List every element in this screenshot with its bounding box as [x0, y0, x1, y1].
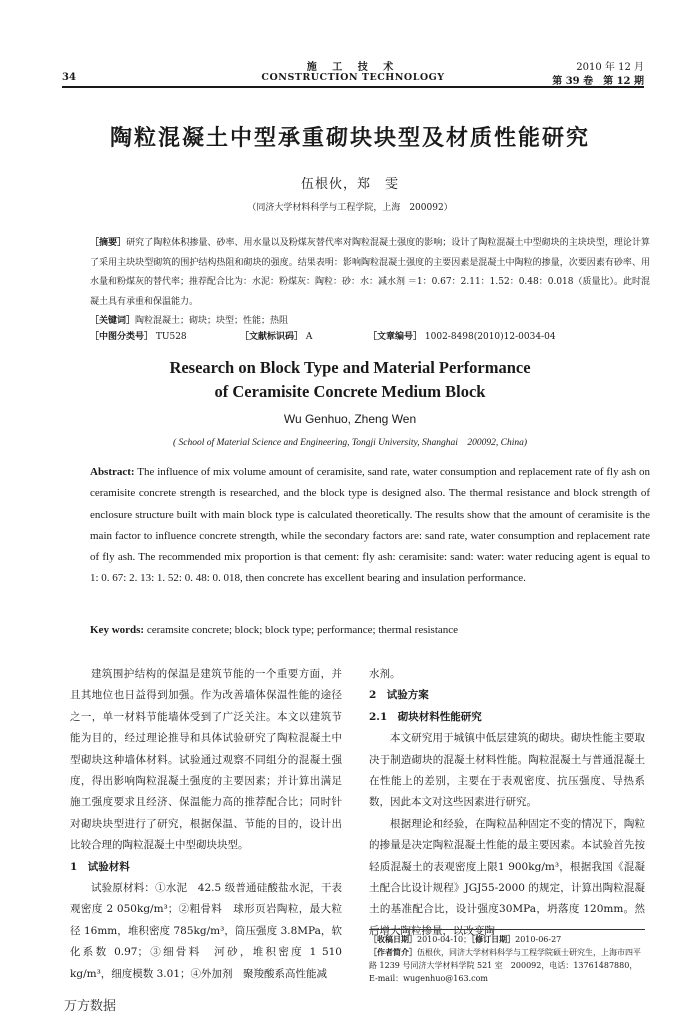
title-en-line2: of Ceramisite Concrete Medium Block — [214, 382, 486, 401]
document-code: ［文献标识码］ A — [240, 332, 313, 342]
body-column-left — [70, 664, 342, 985]
abstract-cn — [90, 234, 650, 332]
affiliation-cn: （同济大学材料科学与工程学院，上海 200092） — [247, 203, 453, 213]
abstract-en — [90, 462, 650, 590]
authors-en: Wu Genhuo, Zheng Wen — [283, 412, 417, 426]
section-2-1-paragraph-2: 根据理论和经验，在陶粒品种固定不变的情况下，陶粒的掺量是决定陶粒混凝土性能的最主要因素。本试验首先按轻质混凝土的表观密度上限1 900kg/m³，根据我国《混凝土配合比设计规程》JGJ55-2000 的规定，计算出陶粒混凝土的基准配合比，设计强度30MPa，坍落度 120mm。然后增大陶粒掺量，以改变陶 — [369, 817, 645, 937]
wanfang-watermark: 万方数据 — [64, 999, 117, 1014]
authors-cn: 伍根伙，郑 雯 — [300, 177, 399, 192]
section-1-paragraph: 试验原材料：①水泥 42.5 级普通硅酸盐水泥，干表观密度 2 050kg/m³；②粗骨料 球形页岩陶粒，最大粒径 16mm，堆积密度 785kg/m³，筒压强度 3.8MPa，软化系数 0.97；③细骨料 河砂，堆积密度 1 510 kg/m³，细度模数 3.01；④外加剂 聚羧酸系高性能减 — [70, 882, 342, 980]
affiliation-en: ( School of Material Science and Engineering, Tongji University, Shanghai 200092, China) — [172, 438, 527, 448]
intro-paragraph: 建筑围护结构的保温是建筑节能的一个重要方面，并且其地位也日益得到加强。作为改善墙体保温性能的途径之一，单一材料节能墙体受到了广泛关注。本文以建筑节能为目的，经过理论推导和具体试验研究了陶粒混凝土中型砌块这种墙体材料。试验通过观察不同组分的混凝土强度，得出影响陶粒混凝土强度的主要因素；并计算出满足施工强度要求且经济、保温能力高的推荐配合比；同时针对砌块块型进行了研究，根据保温、节能的目的，设计出比较合理的陶粒混凝土中型砌块块型。 — [70, 668, 342, 852]
header-rule — [62, 86, 644, 88]
footnote-author: ［作者简介］伍根伙，同济大学材料科学与工程学院硕士研究生，上海市四平路 1239 号同济大学材料学院 521 室 200092，电话：13761487880，E-mail：wugenhuo@163.com — [369, 947, 641, 983]
footnote — [369, 929, 645, 985]
page-number: 34 — [62, 72, 76, 83]
abstract-en-text: The influence of mix volume amount of ceramisite, sand rate, water consumption and replacement rate of fly ash on ceramisite concrete strength is researched, and the block type is designed also. The thermal resistance and block strength of enclosure structure built with main block type is calculated theoretically. The results show that the amount of ceramisite is the main factor to influence concrete strength, while the secondary factors are: sand rate, water consumption and replacement rate of fly ash. The recommended mix proportion is that cement: fly ash: ceramisite: sand: water: water reducing agent is equal to 1: 0. 67: 2. 13: 1. 52: 0. 48: 0. 018, then concrete has excellent bearing and insulation performance. — [90, 466, 650, 585]
footnote-dates: ［收稿日期］2010-04-10；［修订日期］2010-06-27 — [369, 934, 562, 944]
journal-name-cn: 施 工 技 术 — [306, 62, 400, 73]
issue-volume: 第 39 卷 第 12 期 — [552, 76, 644, 87]
keywords-en-text: ceramsite concrete; block; block type; performance; thermal resistance — [144, 624, 459, 636]
abstract-cn-text: 研究了陶粒体积掺量、砂率、用水量以及粉煤灰替代率对陶粒混凝土强度的影响；设计了陶粒混凝土中型砌块的主块块型，理论计算了采用主块块型砌筑的围护结构热阻和砌块的强度。结果表明：影响陶粒混凝土强度的主要因素是混凝土中陶粒的掺量，次要因素有砂率、用水量和粉煤灰的替代率；推荐配合比为：水泥：粉煤灰：陶粒：砂：水：减水剂 ＝1：0.67：2.11：1.52：0.48：0.018（质量比）。此时混凝土具有承重和保温能力。 — [90, 238, 651, 307]
abstract-cn-paragraph — [90, 234, 650, 312]
abstract-en-label: Abstract: — [90, 466, 135, 478]
continuation-text: 水剂。 — [369, 668, 401, 680]
article-number: ［文章编号］ 1002-8498(2010)12-0034-04 — [368, 332, 556, 342]
journal-name-en: CONSTRUCTION TECHNOLOGY — [261, 72, 445, 83]
issue-date: 2010 年 12 月 — [576, 62, 644, 73]
title-en-line1: Research on Block Type and Material Performance — [169, 358, 531, 377]
keywords-en — [90, 624, 650, 636]
section-2-heading: 2 试验方案 — [369, 689, 429, 702]
title-cn: 陶粒混凝土中型承重砌块块型及材质性能研究 — [109, 125, 590, 151]
abstract-cn-label: ［摘要］ — [90, 238, 127, 248]
section-2-1-heading: 2.1 砌块材料性能研究 — [369, 710, 482, 723]
body-column-right — [369, 664, 645, 942]
keywords-cn-label: ［关键词］ — [90, 316, 136, 326]
section-1-heading: 1 试验材料 — [70, 860, 130, 873]
page-header — [62, 52, 644, 88]
clc-number: ［中图分类号］ TU528 — [90, 332, 187, 342]
title-en — [0, 356, 700, 404]
keywords-cn-text: 陶粒混凝土；砌块；块型；性能；热阻 — [135, 316, 289, 326]
keywords-en-label: Key words: — [90, 624, 145, 636]
section-2-1-paragraph-1: 本文研究用于城镇中低层建筑的砌块。砌块性能主要取决于制造砌块的混凝土材料性能。陶粒混凝土与普通混凝土在性能上的差别，主要在于表观密度、抗压强度、导热系数，因此本文对这些因素进行研究。 — [369, 732, 645, 809]
